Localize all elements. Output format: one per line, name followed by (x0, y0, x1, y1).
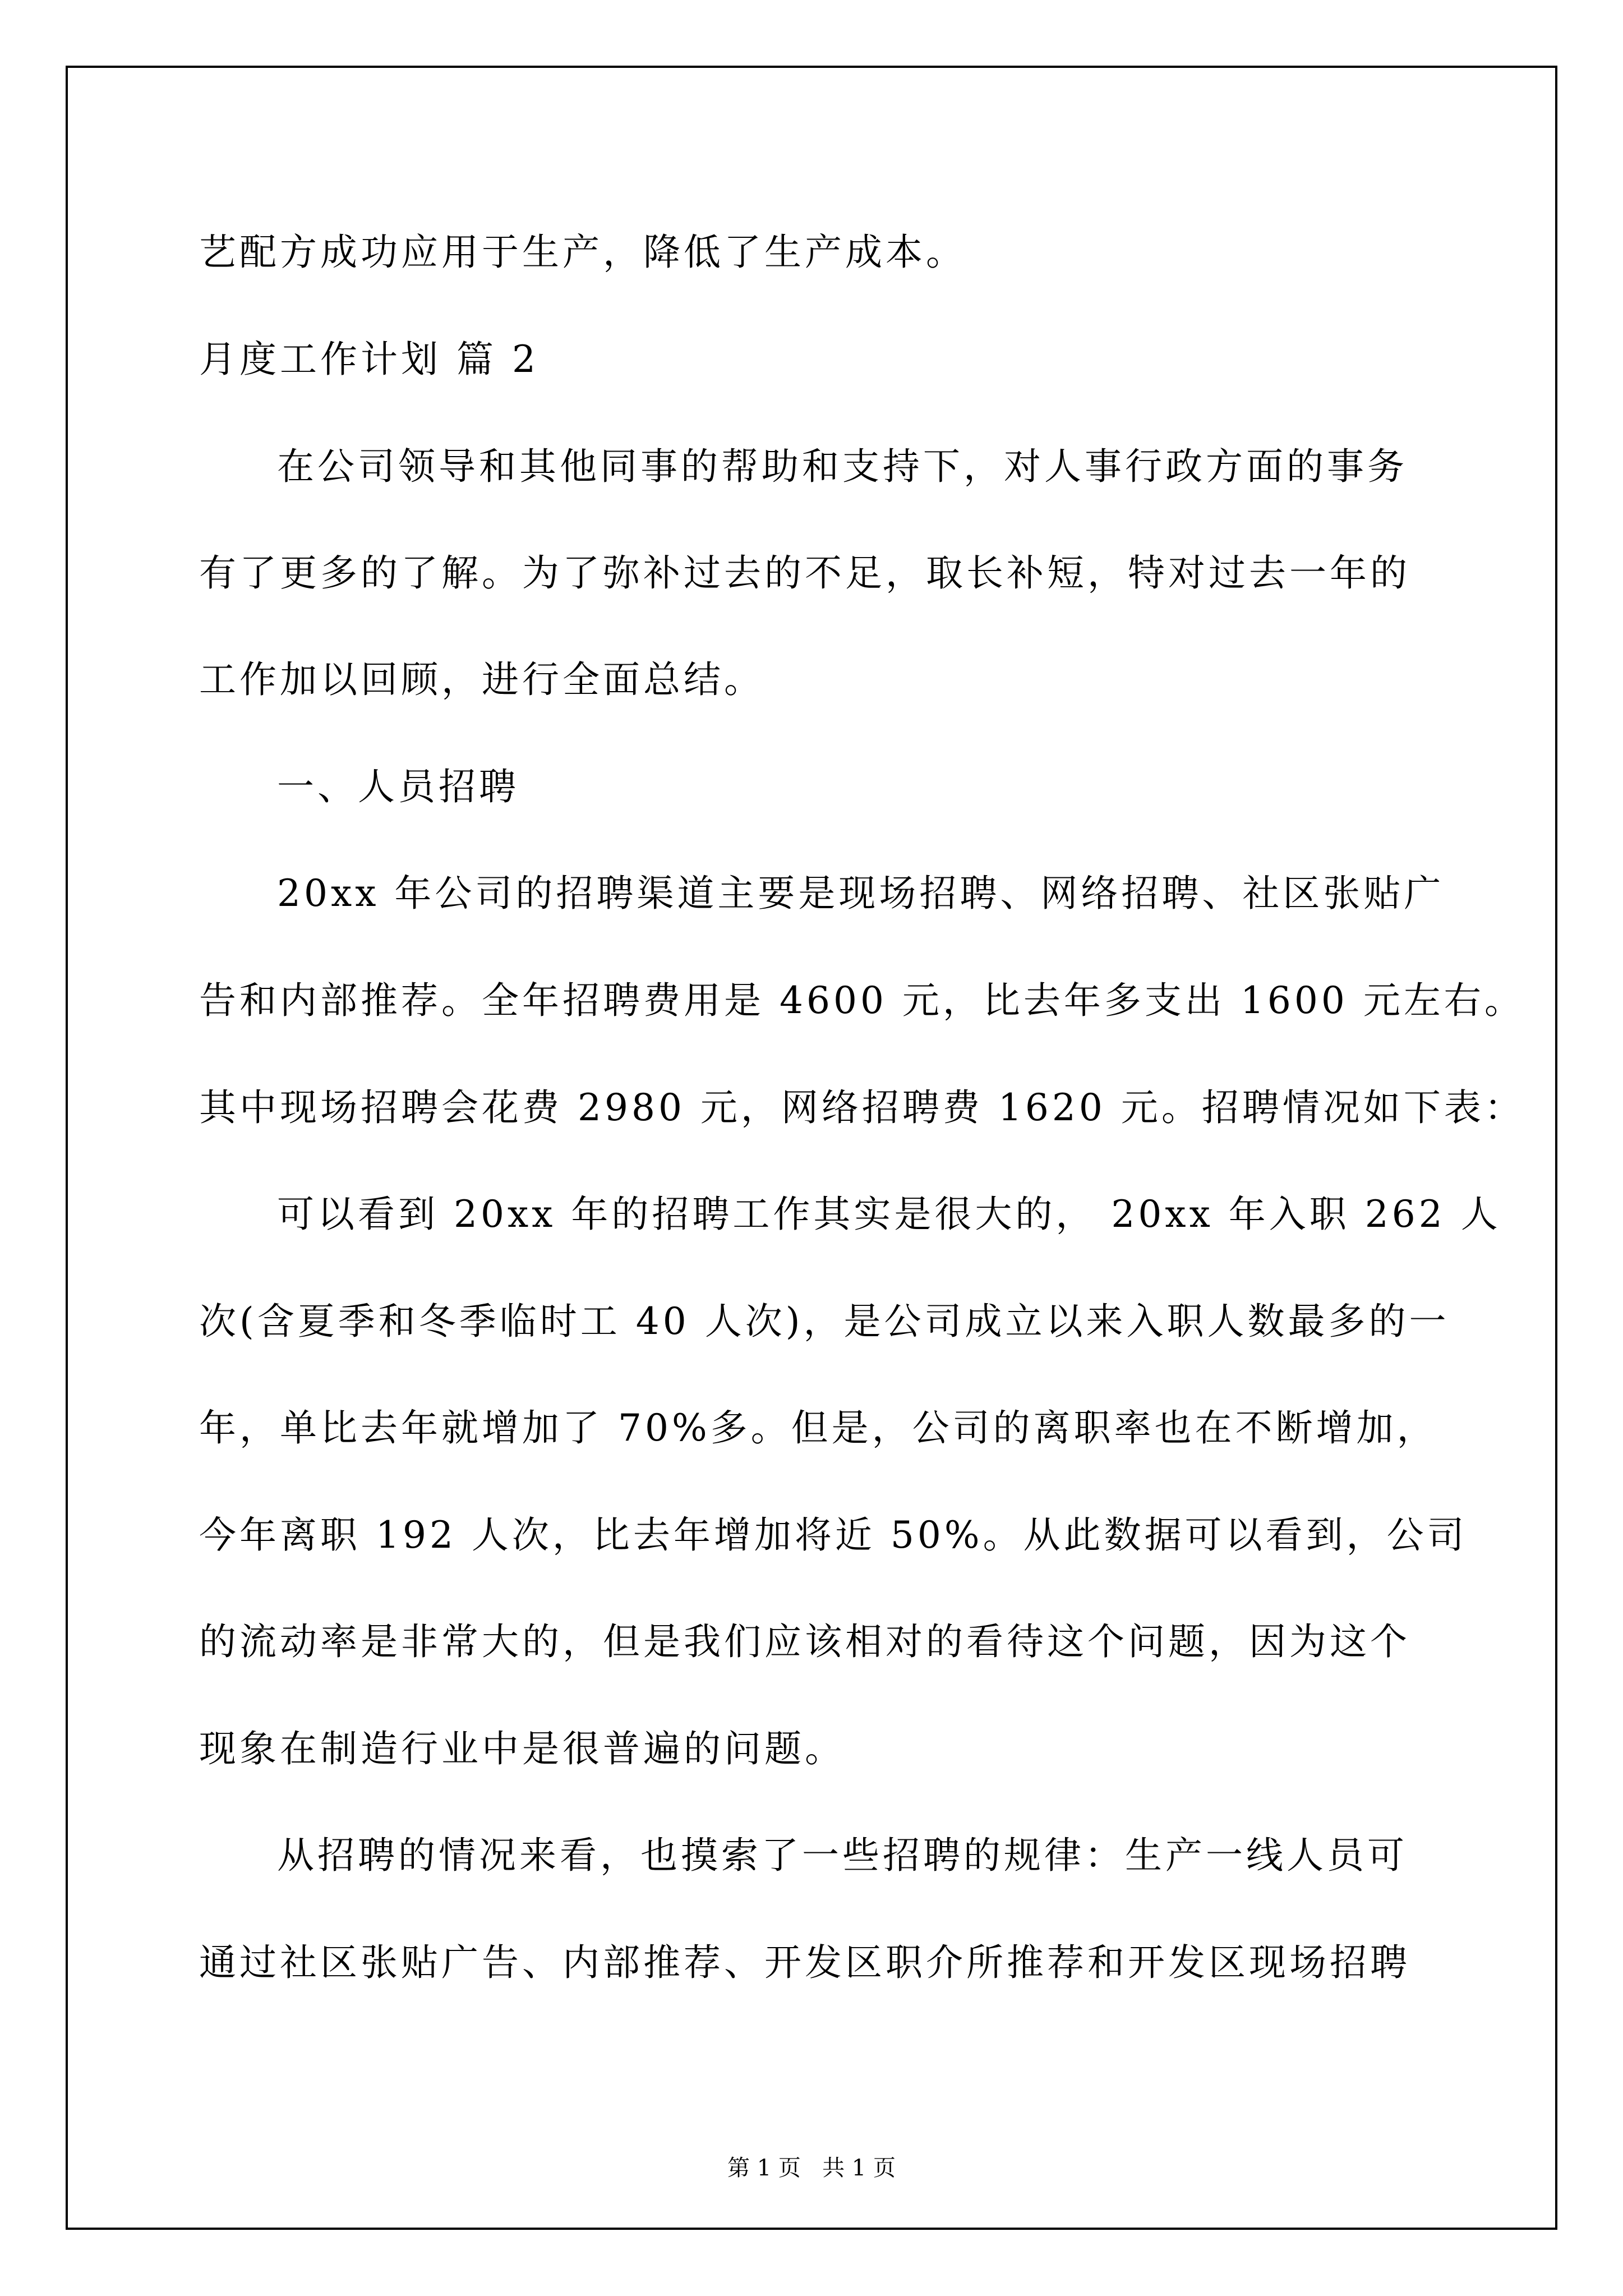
text-line: 有了更多的了解。为了弥补过去的不足，取长补短，特对过去一年的 (199, 551, 1410, 595)
text-line: 可以看到 20xx 年的招聘工作其实是很大的， 20xx 年入职 262 人 (277, 1193, 1501, 1236)
text-line: 通过社区张贴广告、内部推荐、开发区职介所推荐和开发区现场招聘 (199, 1941, 1410, 1984)
text-line: 现象在制造行业中是很普遍的问题。 (199, 1727, 845, 1770)
text-line: 其中现场招聘会花费 2980 元，网络招聘费 1620 元。招聘情况如下表： (199, 1086, 1525, 1129)
page-footer: 第 1 页 共 1 页 (727, 2155, 896, 2181)
page-border (66, 66, 1557, 2230)
text-line: 告和内部推荐。全年招聘费用是 4600 元，比去年多支出 1600 元左右。 (199, 979, 1525, 1022)
text-line: 工作加以回顾，进行全面总结。 (199, 658, 764, 701)
text-line: 次(含夏季和冬季临时工 40 人次)，是公司成立以来入职人数最多的一 (199, 1300, 1450, 1343)
text-line: 从招聘的情况来看，也摸索了一些招聘的规律：生产一线人员可 (277, 1834, 1408, 1877)
section-heading: 月度工作计划 篇 2 (199, 338, 539, 381)
text-line: 今年离职 192 人次，比去年增加将近 50%。从此数据可以看到，公司 (199, 1513, 1468, 1557)
text-line: 艺配方成功应用于生产，降低了生产成本。 (199, 231, 966, 274)
text-line: 的流动率是非常大的，但是我们应该相对的看待这个问题，因为这个 (199, 1620, 1410, 1663)
text-line: 在公司领导和其他同事的帮助和支持下，对人事行政方面的事务 (277, 445, 1408, 488)
text-line: 年，单比去年就增加了 70%多。但是，公司的离职率也在不断增加， (199, 1406, 1437, 1450)
text-line: 20xx 年公司的招聘渠道主要是现场招聘、网络招聘、社区张贴广 (277, 872, 1445, 915)
subheading: 一、人员招聘 (277, 765, 519, 808)
